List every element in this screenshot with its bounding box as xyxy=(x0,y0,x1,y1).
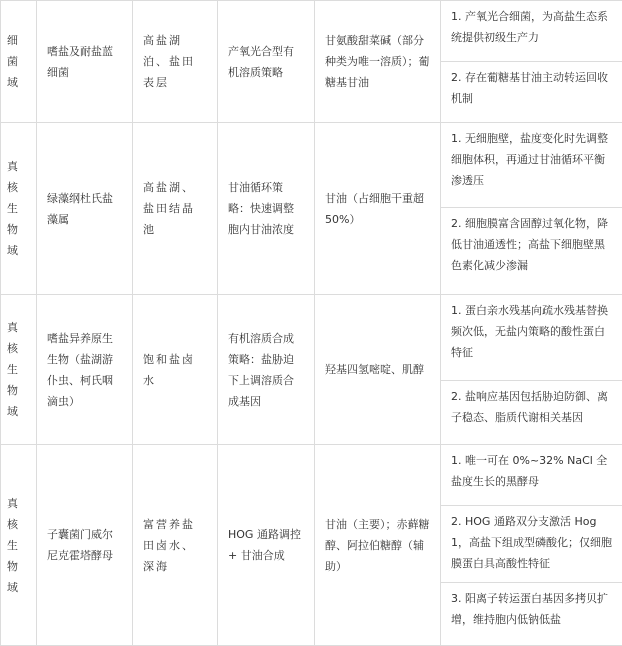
note-item: 1. 产氧光合细菌，为高盐生态系统提供初级生产力 xyxy=(441,1,622,62)
note-item: 1. 无细胞壁，盐度变化时先调整细胞体积，再通过甘油循环平衡渗透压 xyxy=(441,123,622,208)
table-row xyxy=(1,1,622,123)
domain-cell: 细菌域 xyxy=(1,1,37,123)
note-item: 1. 唯一可在 0%~32% NaCl 全盐度生长的黑酵母 xyxy=(441,445,622,506)
habitat-cell: 饱和盐卤水 xyxy=(133,295,218,445)
habitat-cell: 高盐湖泊、盐田表层 xyxy=(133,1,218,123)
solute-cell: 羟基四氢嘧啶、肌醇 xyxy=(315,295,441,445)
note-item: 1. 蛋白亲水残基向疏水残基替换频次低，无盐内策略的酸性蛋白特征 xyxy=(441,295,622,381)
note-item: 2. 存在葡糖基甘油主动转运回收机制 xyxy=(441,62,622,122)
strategy-cell: 有机溶质合成策略：盐胁迫下上调溶质合成基因 xyxy=(218,295,315,445)
habitat-cell: 高盐湖、盐田结晶池 xyxy=(133,123,218,295)
notes-cell xyxy=(441,123,622,295)
organism-cell: 嗜盐及耐盐蓝细菌 xyxy=(37,1,133,123)
notes-cell xyxy=(441,445,622,646)
note-item: 3. 阳离子转运蛋白基因多拷贝扩增，维持胞内低钠低盐 xyxy=(441,583,622,645)
organism-cell: 嗜盐异养原生生物（盐湖游仆虫、柯氏咽滴虫） xyxy=(37,295,133,445)
domain-cell: 真核生物域 xyxy=(1,123,37,295)
notes-cell xyxy=(441,295,622,445)
note-item: 2. HOG 通路双分支激活 Hog1，高盐下组成型磷酸化；仅细胞膜蛋白具高酸性特征 xyxy=(441,506,622,583)
note-item: 2. 细胞膜富含固醇过氧化物，降低甘油通透性；高盐下细胞壁黑色素化减少渗漏 xyxy=(441,208,622,294)
note-item: 2. 盐响应基因包括胁迫防御、离子稳态、脂质代谢相关基因 xyxy=(441,381,622,444)
strategy-cell: 甘油循环策略：快速调整胞内甘油浓度 xyxy=(218,123,315,295)
solute-cell: 甘氨酸甜菜碱（部分种类为唯一溶质）；葡糖基甘油 xyxy=(315,1,441,123)
table-row xyxy=(1,295,622,445)
strategy-cell: HOG 通路调控 + 甘油合成 xyxy=(218,445,315,646)
habitat-cell: 富营养盐田卤水、深海 xyxy=(133,445,218,646)
domain-cell: 真核生物域 xyxy=(1,445,37,646)
table-row xyxy=(1,123,622,295)
organism-cell: 绿藻纲杜氏盐藻属 xyxy=(37,123,133,295)
organism-cell: 子囊菌门威尔尼克霍塔酵母 xyxy=(37,445,133,646)
solute-cell: 甘油（主要）；赤藓糖醇、阿拉伯糖醇（辅助） xyxy=(315,445,441,646)
strategy-cell: 产氧光合型有机溶质策略 xyxy=(218,1,315,123)
domain-cell: 真核生物域 xyxy=(1,295,37,445)
notes-cell xyxy=(441,1,622,123)
solute-cell: 甘油（占细胞干重超50%） xyxy=(315,123,441,295)
table-row xyxy=(1,445,622,646)
